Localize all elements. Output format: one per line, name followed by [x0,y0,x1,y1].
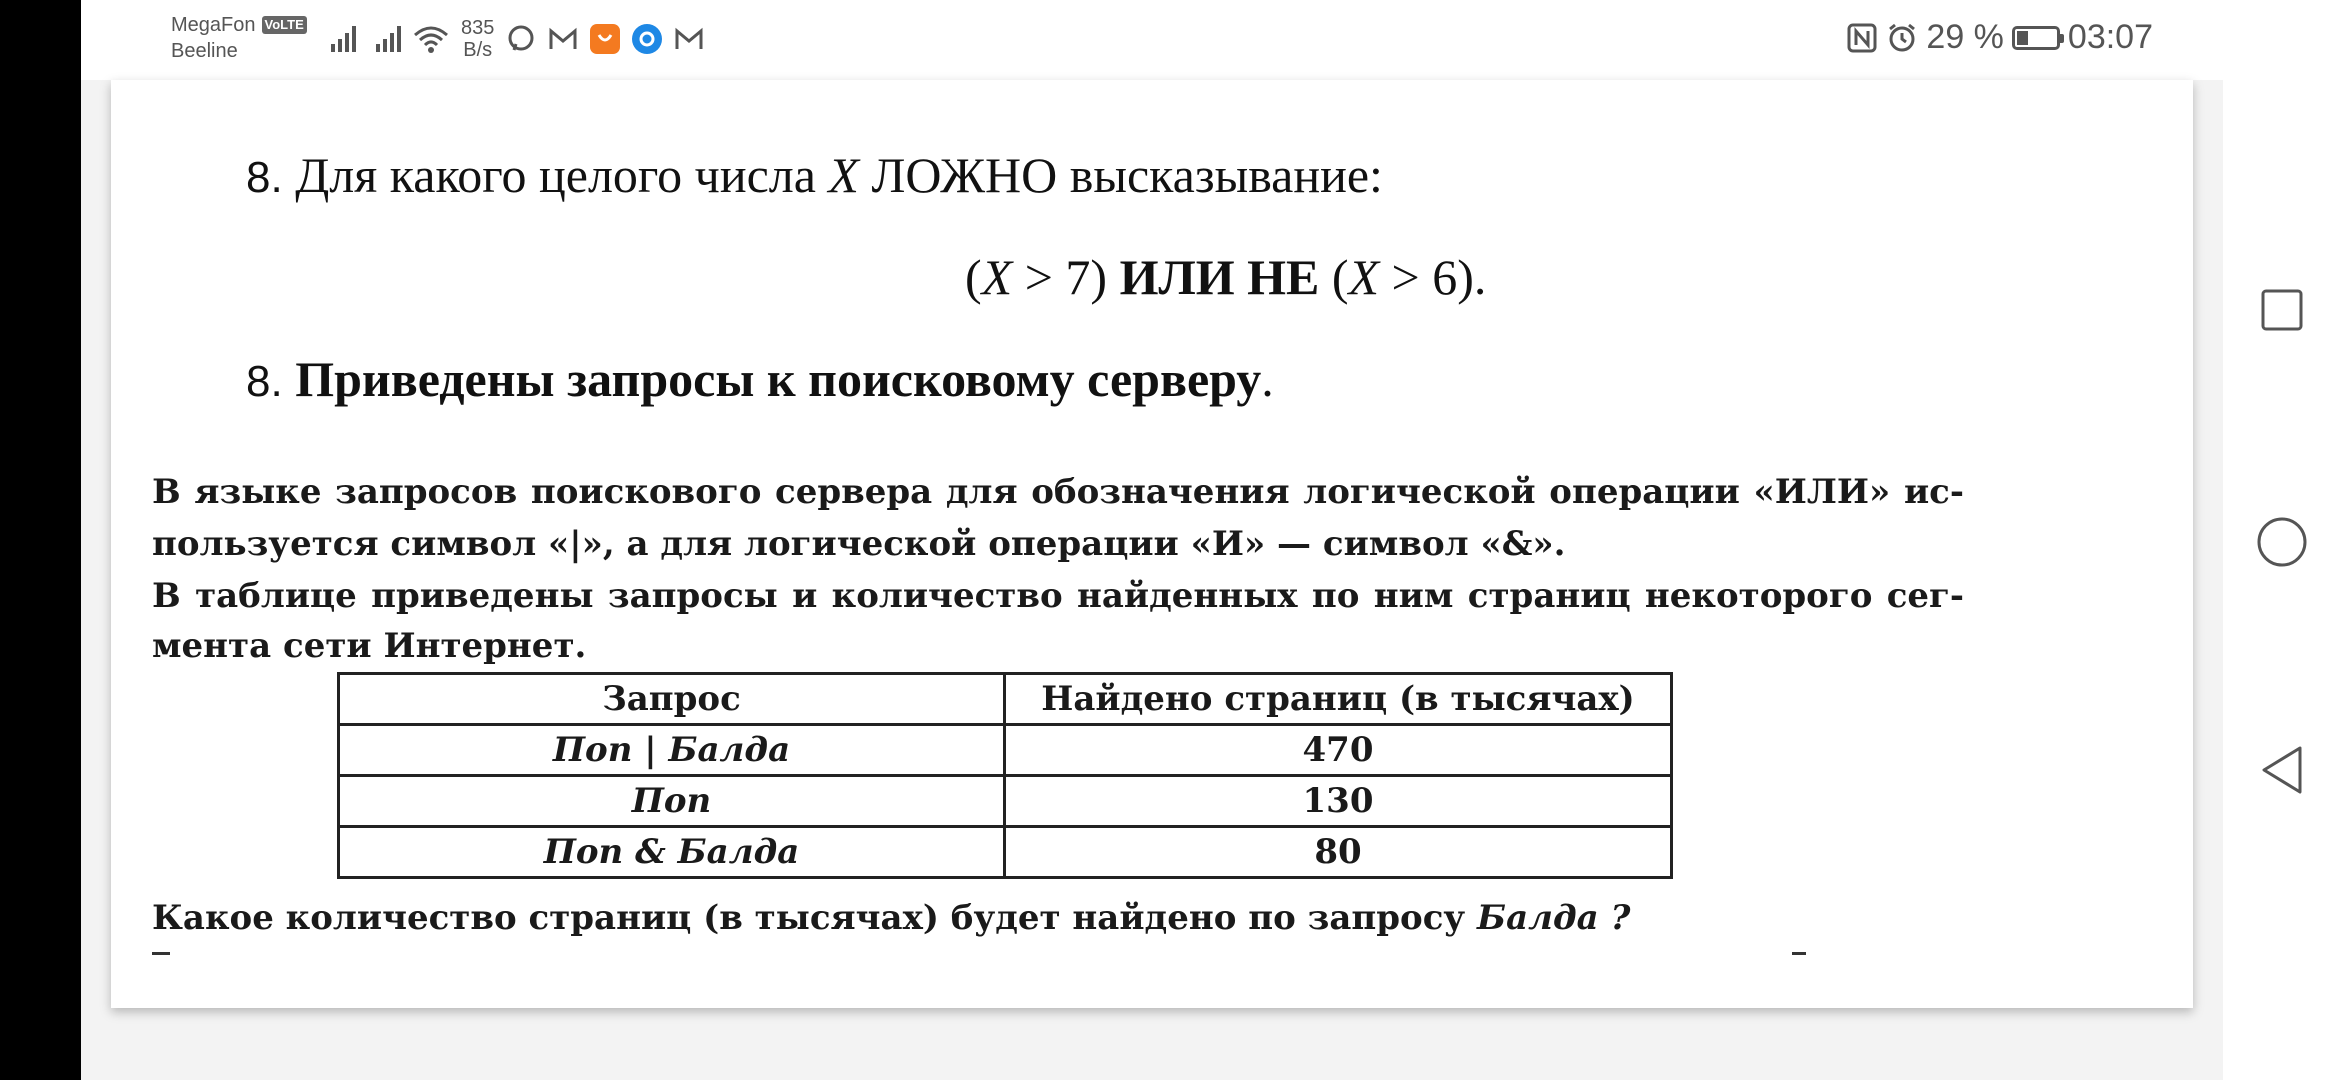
table-row [339,725,1672,776]
title-dot: . [1261,351,1274,407]
table-row [339,827,1672,878]
aliexpress-icon [590,24,620,54]
status-right [1846,18,2153,57]
square-icon [2260,288,2304,332]
status-bar [81,0,2223,80]
header-pages: Найдено страниц (в тысячах) [1005,674,1672,725]
cut-off-text-line [152,952,1952,968]
volte-badge: VoLTE [262,16,307,34]
expr-var-1: X [981,249,1013,305]
back-button[interactable] [2223,744,2340,796]
question-8a [246,146,1383,204]
carrier-beeline: Beeline [171,40,238,62]
question-number: 8. [246,153,283,202]
alarm-icon [1886,22,1918,54]
cell-query: Поп & Балда [339,827,1005,878]
expr-part-1: > 7) [1012,249,1120,305]
speed-unit: B/s [463,39,493,61]
final-question [152,898,1630,938]
cell-pages: 130 [1005,776,1672,827]
question-number: 8. [246,357,283,406]
query-results-table [337,672,1673,879]
recent-apps-button[interactable] [2223,288,2340,332]
table-header-row [339,674,1672,725]
variable-x: X [828,147,859,203]
question-text-pre: Для какого целого числа [295,147,816,203]
wifi-icon [413,25,449,53]
cell-pages: 80 [1005,827,1672,878]
clock: 03:07 [2067,18,2153,56]
question-8b [246,350,1274,408]
carrier-megafon: MegaFon [171,14,256,36]
gmail-icon [548,24,578,54]
home-button[interactable] [2223,516,2340,568]
expr-open-2: ( [1319,249,1349,305]
battery-percent: 29 % [1926,18,2004,56]
signal-icon [376,26,401,52]
signal-icon [331,26,356,52]
expr-part-2: > 6). [1379,249,1487,305]
header-query: Запрос [339,674,1005,725]
left-black-bar [0,0,81,1080]
paragraph-line: пользуется символ «|», а для логической операции «И» — символ «&». [152,524,1566,564]
back-triangle-icon [2260,744,2304,796]
paragraph-line: мента сети Интернет. [152,626,587,666]
cell-query: Поп [339,776,1005,827]
table-row [339,776,1672,827]
carrier-info [171,12,307,64]
question-text-post: ЛОЖНО высказывание: [871,147,1383,203]
navigation-bar [2223,0,2340,1080]
paragraph-line: В таблице приведены запросы и количество найденных по ним страниц некоторого сег- [152,576,1964,616]
logic-expression [965,248,1486,306]
viber-icon [506,24,536,54]
paragraph-line: В языке запросов поискового сервера для обозначения логической операции «ИЛИ» ис- [152,472,1964,512]
question-pre: Какое количество страниц (в тысячах) будет найдено по запросу [152,898,1478,938]
battery-icon [2012,26,2060,50]
cell-query: Поп | Балда [339,725,1005,776]
expr-operators: ИЛИ НЕ [1119,249,1320,305]
expr-var-2: X [1348,249,1380,305]
network-speed [461,17,494,61]
expr-open: ( [965,249,982,305]
status-icons [331,14,704,64]
gmail-icon [674,24,704,54]
cell-pages: 470 [1005,725,1672,776]
circle-icon [2256,516,2308,568]
nfc-icon [1846,22,1878,54]
question-title: Приведены запросы к поисковому серверу [295,351,1262,407]
question-word: Балда ? [1477,898,1631,938]
messenger-icon [632,24,662,54]
speed-value: 835 [461,17,495,39]
